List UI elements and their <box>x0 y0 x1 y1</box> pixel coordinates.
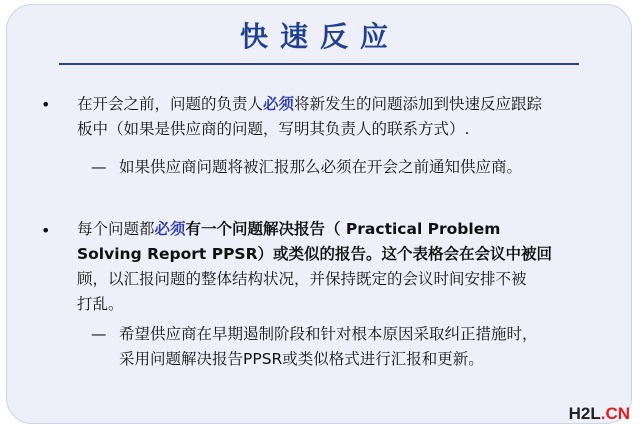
bullet-2-line3: 顾，以汇报问题的整体结构状况，并保持既定的会议时间安排不被 <box>77 270 527 288</box>
bullet-2-text <box>77 217 622 317</box>
bullet-2-post: 有一个问题解决报告（ Practical Problem <box>185 220 501 238</box>
watermark-part1: H2L <box>568 404 601 423</box>
bullet-2-sub-line1: 希望供应商在早期遏制阶段和针对根本原因采取纠正措施时， <box>119 325 538 343</box>
bullet-2-sub-line2: 采用问题解决报告PPSR或类似格式进行汇报和更新。 <box>119 350 484 368</box>
bullet-2-sub-text <box>119 322 619 372</box>
bullet-2-line2: Solving Report PPSR）或类似的报告。这个表格会在会议中被回 <box>77 245 553 263</box>
bullet-marker: • <box>41 95 51 114</box>
bullet-2-emphasis: 必须 <box>154 220 186 238</box>
bullet-1-post: 将新发生的问题添加到快速反应跟踪 <box>294 95 543 113</box>
title-divider <box>59 63 579 65</box>
bullet-2-pre: 每个问题都 <box>77 220 155 238</box>
bullet-2-line4: 打乱。 <box>77 295 124 313</box>
bullet-marker: • <box>41 221 51 240</box>
site-watermark <box>569 404 630 424</box>
slide-panel <box>6 4 632 424</box>
bullet-1-pre: 在开会之前，问题的负责人 <box>77 95 264 113</box>
sub-dash: — <box>91 158 107 176</box>
slide-title: 快速反应 <box>239 20 400 53</box>
sub-dash: — <box>91 325 107 343</box>
bullet-1-emphasis: 必须 <box>263 95 295 113</box>
bullet-1-line2: 板中（如果是供应商的问题，写明其负责人的联系方式）. <box>77 120 470 138</box>
watermark-part2: .CN <box>600 404 630 423</box>
bullet-1-text <box>77 92 617 142</box>
bullet-1-sub-text: 如果供应商问题将被汇报那么必须在开会之前通知供应商。 <box>119 158 523 176</box>
